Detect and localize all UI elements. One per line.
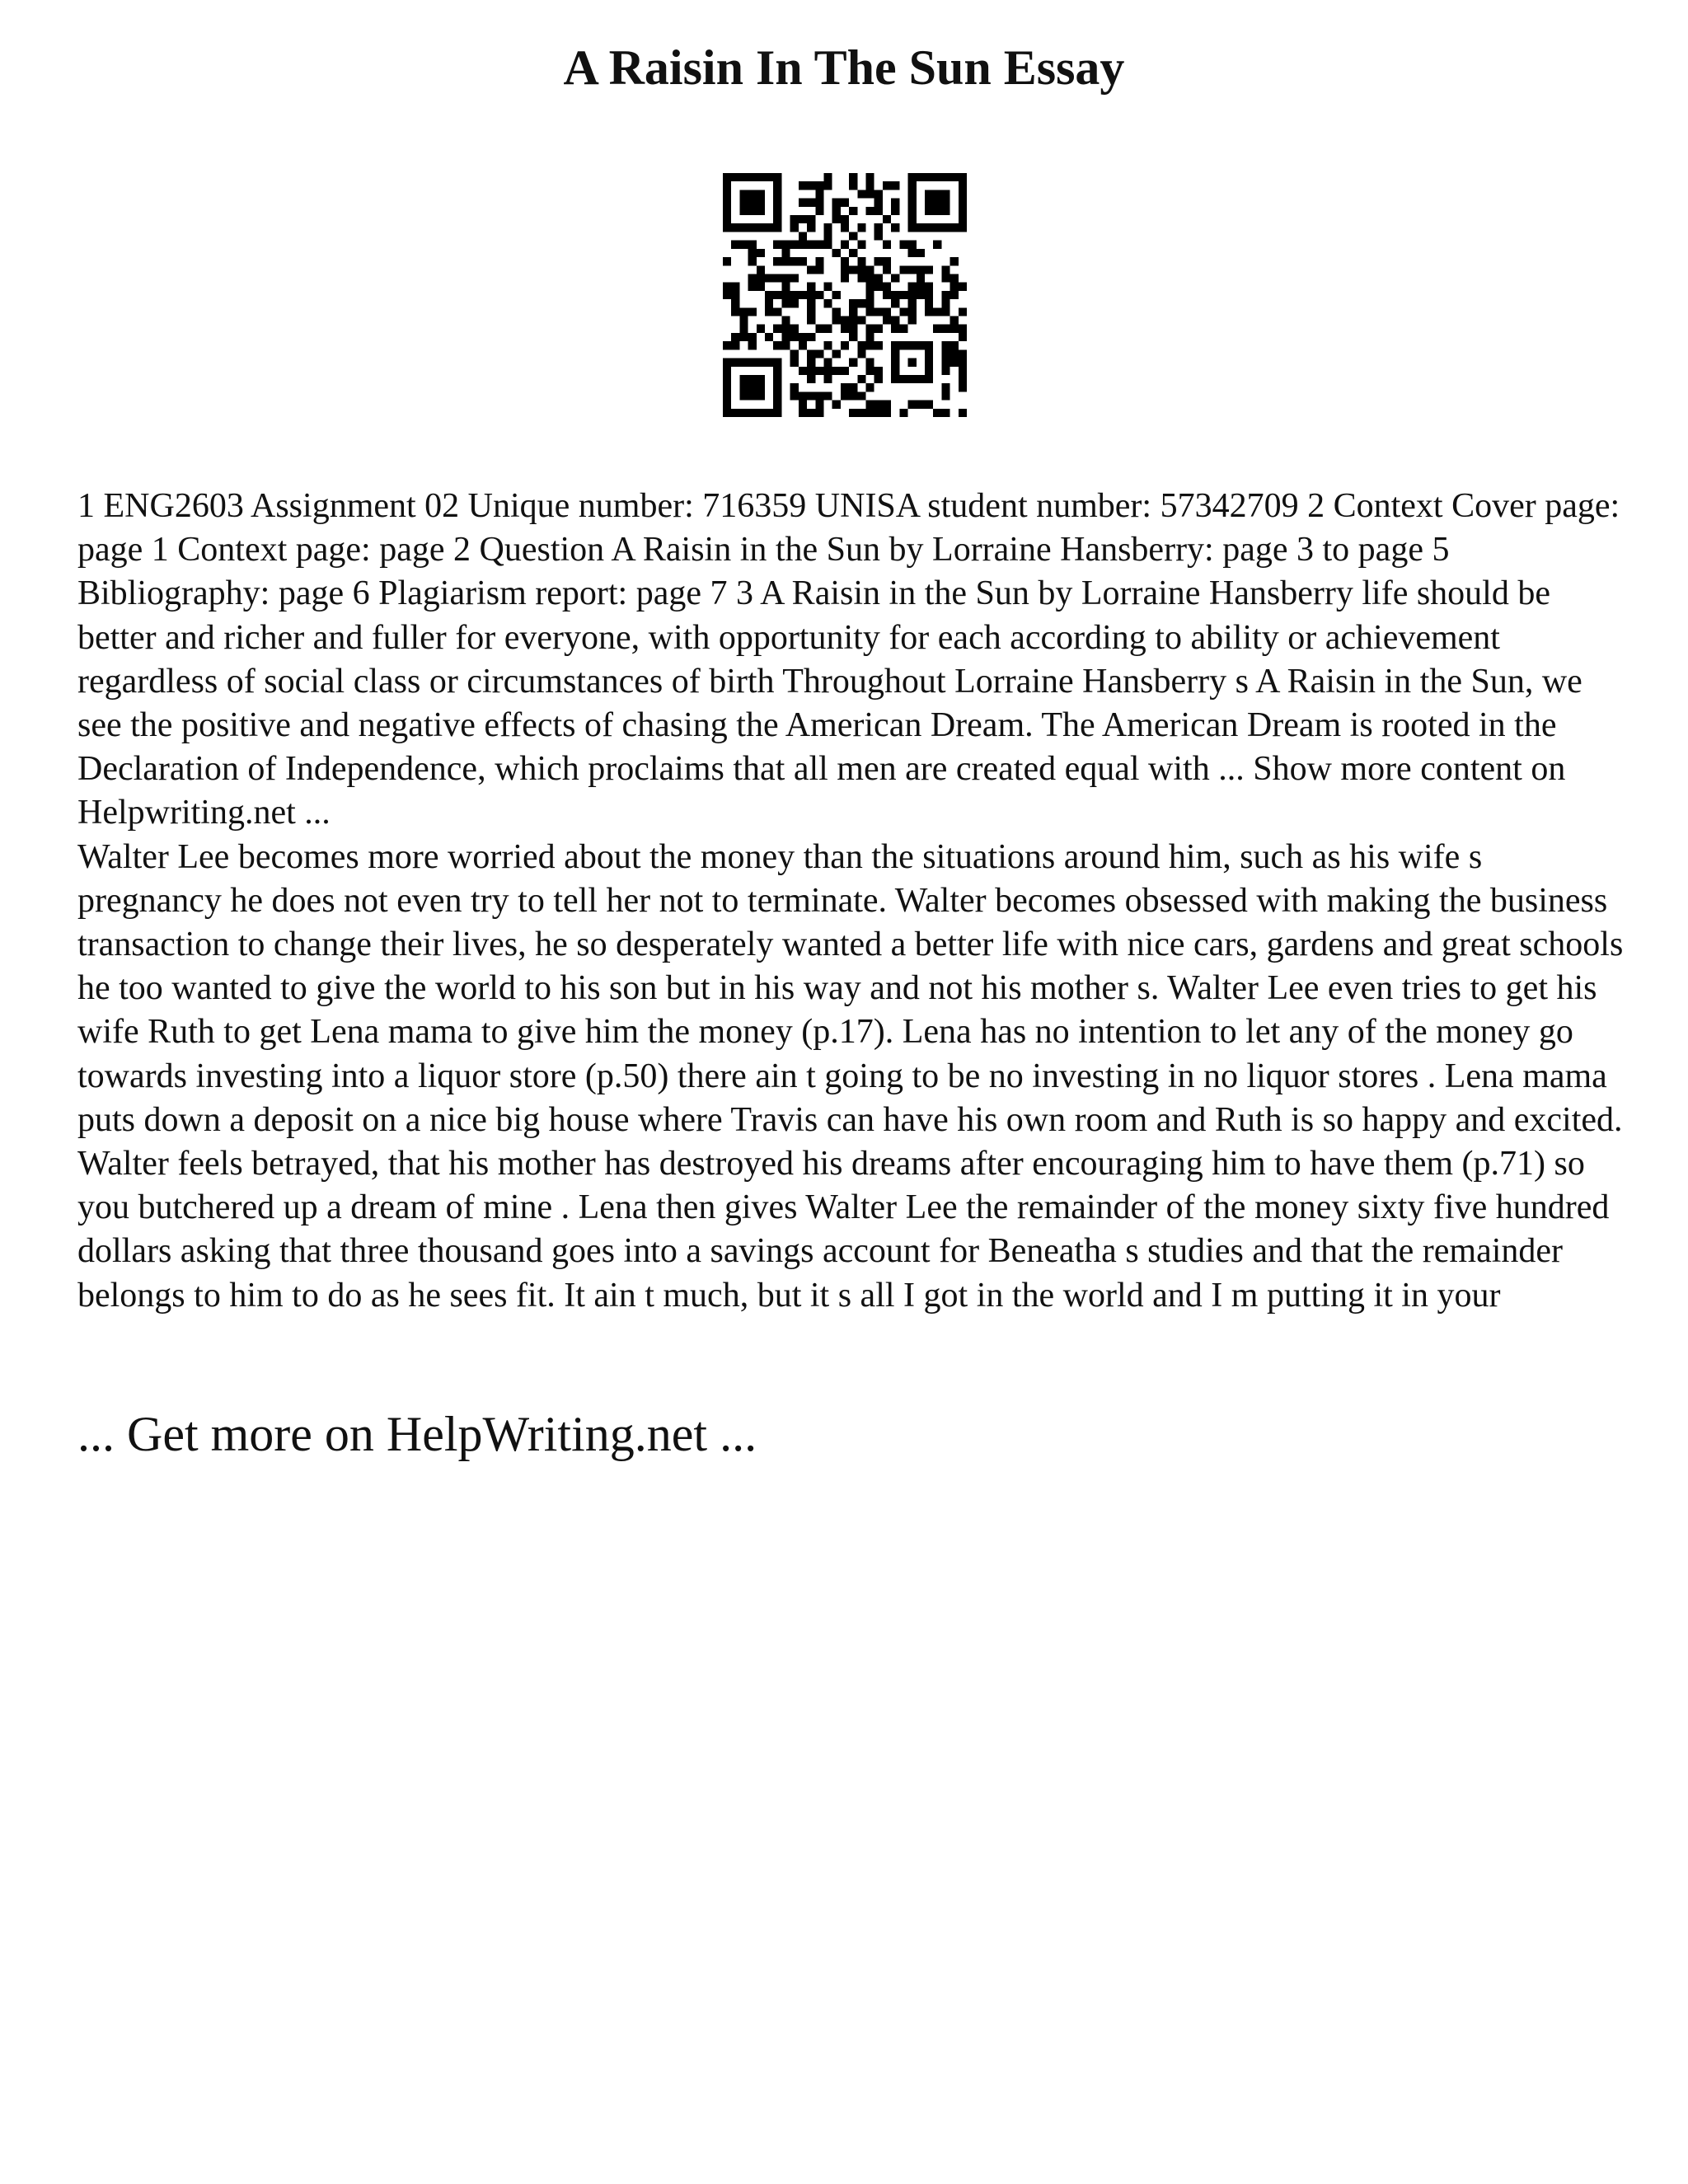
qr-module [874, 257, 883, 265]
qr-module [874, 274, 883, 282]
qr-module [917, 265, 925, 274]
qr-module [849, 409, 857, 417]
qr-module [790, 391, 799, 400]
qr-module [748, 241, 757, 249]
qr-module [823, 241, 832, 249]
qr-module [950, 359, 959, 367]
qr-module [799, 241, 807, 249]
qr-module [917, 283, 925, 291]
qr-module [849, 325, 857, 333]
qr-module [807, 181, 815, 190]
qr-module [917, 274, 925, 282]
qr-module [790, 257, 799, 265]
document-title: A Raisin In The Sun Essay [563, 40, 1125, 95]
qr-module [765, 307, 773, 316]
qr-module [781, 274, 790, 282]
qr-module [874, 283, 883, 291]
qr-code-icon [723, 173, 967, 417]
qr-module [899, 325, 907, 333]
qr-module [959, 283, 967, 291]
qr-module [807, 333, 815, 341]
qr-module [773, 274, 781, 282]
qr-module [815, 181, 823, 190]
qr-module [917, 401, 925, 409]
qr-module [807, 215, 815, 223]
qr-module [807, 391, 815, 400]
qr-module [765, 333, 773, 341]
qr-module [757, 249, 765, 257]
qr-module [823, 283, 832, 291]
qr-module [959, 375, 967, 383]
qr-module [959, 359, 967, 367]
paragraph-1: 1 ENG2603 Assignment 02 Unique number: 716359 UNISA student number: 57342709 2 Context Cover page: page 1 Context page: page 2 Question A Raisin in the Sun by Lorraine Hansberry: page 3 to page 5 Bibliography: page 6 Plagiarism report: page 7 3 A Raisin in the Sun by Lorraine Hansberry life should be better and richer and fuller for everyone, with opportunity for each according to ability or achievement regardless of social class or circumstances of birth Throughout Lorraine Hansberry s A Raisin in the Sun, we see the positive and negative effects of chasing the American Dream. The American Dream is rooted in the Declaration of Independence, which proclaims that all men are created equal with ... Show more content on Helpwriting.net ... [77, 487, 1620, 832]
qr-module [950, 349, 959, 358]
qr-module [866, 401, 874, 409]
qr-module [883, 265, 891, 274]
qr-module [849, 181, 857, 190]
qr-module [807, 349, 815, 358]
qr-module [899, 409, 907, 417]
qr-module [832, 249, 841, 257]
qr-module [959, 367, 967, 375]
qr-module [832, 316, 841, 325]
qr-module [857, 274, 865, 282]
qr-module [933, 325, 941, 333]
qr-module [849, 307, 857, 316]
qr-module [849, 207, 857, 215]
qr-module [874, 325, 883, 333]
qr-module [773, 257, 781, 265]
qr-module [807, 299, 815, 307]
qr-module [883, 291, 891, 299]
qr-module [807, 265, 815, 274]
qr-module [950, 283, 959, 291]
qr-module [891, 299, 899, 307]
qr-module [841, 199, 849, 207]
qr-module [941, 265, 950, 274]
qr-module [891, 325, 899, 333]
qr-module [883, 215, 891, 223]
qr-module [908, 265, 917, 274]
qr-module [874, 190, 883, 198]
qr-module [874, 307, 883, 316]
qr-module [866, 333, 874, 341]
essay-excerpt [77, 485, 1627, 1318]
qr-module [959, 383, 967, 391]
qr-module [781, 283, 790, 291]
qr-module [841, 325, 849, 333]
qr-module [925, 401, 933, 409]
qr-module [866, 181, 874, 190]
qr-module [950, 291, 959, 299]
qr-code-graphic [723, 173, 967, 417]
qr-module [832, 207, 841, 215]
qr-module [799, 409, 807, 417]
qr-module [899, 265, 907, 274]
qr-module [731, 333, 739, 341]
qr-module [908, 307, 917, 316]
qr-module [781, 299, 790, 307]
qr-module [757, 325, 765, 333]
qr-module [773, 241, 781, 249]
qr-module [866, 283, 874, 291]
qr-module [765, 299, 773, 307]
qr-module [841, 257, 849, 265]
qr-module [849, 383, 857, 391]
qr-module [731, 241, 739, 249]
qr-module [849, 391, 857, 400]
qr-module [815, 391, 823, 400]
qr-module [723, 341, 731, 349]
get-more-link[interactable]: ... Get more on HelpWriting.net ... [77, 1407, 757, 1461]
qr-module [866, 190, 874, 198]
qr-module [874, 401, 883, 409]
qr-module [857, 299, 865, 307]
qr-module [799, 291, 807, 299]
qr-module [941, 391, 950, 400]
qr-module [807, 367, 815, 375]
qr-module [883, 409, 891, 417]
qr-module [959, 307, 967, 316]
qr-module [807, 283, 815, 291]
qr-module [959, 349, 967, 358]
qr-module [925, 299, 933, 307]
qr-module [731, 307, 739, 316]
qr-module [799, 257, 807, 265]
qr-module [790, 274, 799, 282]
qr-module [841, 241, 849, 249]
qr-module [815, 401, 823, 409]
qr-module [807, 223, 815, 232]
qr-module [807, 241, 815, 249]
qr-module [823, 181, 832, 190]
qr-module [765, 274, 773, 282]
qr-module [857, 241, 865, 249]
qr-module [941, 359, 950, 367]
qr-module [739, 316, 748, 325]
qr-module [950, 325, 959, 333]
qr-module [883, 181, 891, 190]
qr-module [857, 409, 865, 417]
qr-module [941, 325, 950, 333]
qr-module [941, 367, 950, 375]
qr-module [773, 341, 781, 349]
qr-module [883, 316, 891, 325]
qr-module [823, 173, 832, 181]
qr-module [908, 299, 917, 307]
qr-module [874, 409, 883, 417]
qr-module [849, 316, 857, 325]
qr-module [731, 341, 739, 349]
qr-module [874, 207, 883, 215]
qr-module [857, 341, 865, 349]
qr-module [891, 223, 899, 232]
qr-module [807, 375, 815, 383]
qr-module [781, 241, 790, 249]
qr-module [815, 409, 823, 417]
qr-module [823, 232, 832, 240]
qr-module [899, 307, 907, 316]
qr-module [841, 383, 849, 391]
qr-module [849, 265, 857, 274]
qr-module [815, 291, 823, 299]
qr-module [883, 307, 891, 316]
qr-module [799, 367, 807, 375]
qr-module [866, 307, 874, 316]
qr-module [941, 409, 950, 417]
qr-module [799, 333, 807, 341]
qr-module [908, 316, 917, 325]
qr-module [941, 349, 950, 358]
qr-module [874, 341, 883, 349]
qr-module [883, 241, 891, 249]
qr-module [832, 349, 841, 358]
qr-module [866, 299, 874, 307]
qr-module [815, 325, 823, 333]
qr-module [908, 283, 917, 291]
qr-module [866, 325, 874, 333]
qr-module [815, 265, 823, 274]
qr-module [799, 215, 807, 223]
qr-module [891, 316, 899, 325]
qr-module [723, 283, 731, 291]
qr-module [866, 265, 874, 274]
qr-module [841, 367, 849, 375]
qr-module [832, 367, 841, 375]
qr-module [849, 232, 857, 240]
qr-module [815, 367, 823, 375]
qr-module [748, 249, 757, 257]
qr-module [799, 341, 807, 349]
qr-module [917, 249, 925, 257]
qr-module [883, 257, 891, 265]
qr-module [790, 223, 799, 232]
qr-module [781, 333, 790, 341]
qr-module [841, 391, 849, 400]
qr-module [790, 299, 799, 307]
qr-module [883, 283, 891, 291]
qr-module [823, 299, 832, 307]
qr-module [899, 241, 907, 249]
qr-module [781, 249, 790, 257]
qr-module [857, 190, 865, 198]
qr-module [891, 291, 899, 299]
qr-module [748, 333, 757, 341]
qr-module [815, 190, 823, 198]
qr-module [866, 367, 874, 375]
qr-module [739, 333, 748, 341]
qr-module [739, 241, 748, 249]
qr-module [857, 257, 865, 265]
qr-module [815, 199, 823, 207]
qr-module [866, 383, 874, 391]
qr-module [815, 241, 823, 249]
qr-module [790, 359, 799, 367]
qr-module [799, 199, 807, 207]
qr-module [790, 291, 799, 299]
qr-module [908, 249, 917, 257]
qr-module [908, 401, 917, 409]
qr-module [781, 316, 790, 325]
qr-module [857, 223, 865, 232]
qr-module [799, 232, 807, 240]
qr-module [933, 307, 941, 316]
qr-module [723, 257, 731, 265]
qr-module [748, 341, 757, 349]
qr-module [790, 333, 799, 341]
qr-module [832, 199, 841, 207]
qr-module [866, 291, 874, 299]
qr-module [950, 341, 959, 349]
qr-module [925, 283, 933, 291]
qr-module [925, 307, 933, 316]
qr-module [849, 359, 857, 367]
qr-module [799, 391, 807, 400]
qr-module [823, 375, 832, 383]
qr-module [908, 241, 917, 249]
qr-module [849, 299, 857, 307]
qr-module [739, 307, 748, 316]
qr-module [866, 274, 874, 282]
qr-module [815, 257, 823, 265]
qr-module [925, 265, 933, 274]
qr-module [823, 223, 832, 232]
qr-module [773, 325, 781, 333]
qr-module [950, 257, 959, 265]
qr-module [799, 401, 807, 409]
qr-module [883, 401, 891, 409]
qr-module [941, 274, 950, 282]
qr-module [781, 325, 790, 333]
qr-module [731, 299, 739, 307]
qr-module [959, 333, 967, 341]
qr-module [832, 215, 841, 223]
qr-module [748, 307, 757, 316]
qr-module [874, 375, 883, 383]
qr-module [874, 367, 883, 375]
qr-module [823, 367, 832, 375]
qr-module [857, 349, 865, 358]
qr-module [933, 241, 941, 249]
qr-module [841, 341, 849, 349]
qr-module [857, 391, 865, 400]
qr-module [933, 409, 941, 417]
qr-module [941, 299, 950, 307]
qr-module [823, 359, 832, 367]
qr-module [866, 341, 874, 349]
qr-module [849, 333, 857, 341]
qr-module [832, 307, 841, 316]
qr-module [748, 283, 757, 291]
qr-module [807, 291, 815, 299]
qr-module [757, 265, 765, 274]
qr-module [959, 325, 967, 333]
qr-module [866, 359, 874, 367]
qr-module [823, 341, 832, 349]
qr-module [748, 274, 757, 282]
qr-module [807, 409, 815, 417]
qr-module [790, 325, 799, 333]
qr-module [832, 401, 841, 409]
qr-module [815, 207, 823, 215]
qr-module [823, 391, 832, 400]
qr-module [857, 265, 865, 274]
qr-module [823, 325, 832, 333]
qr-module [781, 341, 790, 349]
qr-module [866, 207, 874, 215]
qr-module [941, 307, 950, 316]
qr-module [723, 291, 731, 299]
qr-module [950, 274, 959, 282]
qr-module [941, 341, 950, 349]
qr-module [917, 291, 925, 299]
qr-module [773, 307, 781, 316]
qr-module [857, 316, 865, 325]
qr-module [849, 173, 857, 181]
qr-module [765, 291, 773, 299]
qr-module [773, 291, 781, 299]
qr-module [891, 207, 899, 215]
qr-module [807, 359, 815, 367]
qr-module [757, 283, 765, 291]
qr-module [731, 283, 739, 291]
qr-module [807, 307, 815, 316]
qr-module [866, 173, 874, 181]
paragraph-2: Walter Lee becomes more worried about the money than the situations around him, such as his wife s pregnancy he does not even try to tell her not to terminate. Walter becomes obsessed with making the business transaction to change their lives, he so desperately wanted a better life with nice cars, gardens and great schools he too wanted to give the world to his son but in his way and not his mother s. Walter Lee even tries to get his wife Ruth to get Lena mama to give him the money (p.17). Lena has no intention to let any of the money go towards investing into a liquor store (p.50) there ain t going to be no investing in no liquor stores . Lena mama puts down a deposit on a nice big house where Travis can have his own room and Ruth is so happy and excited. Walter feels betrayed, that his mother has destroyed his dreams after encouraging him to have them (p.71) so you butchered up a dream of mine . Lena then gives Walter Lee the remainder of the money sixty five hundred dollars asking that three thousand goes into a savings account for Beneatha s studies and that the remainder belongs to him to do as he sees fit. It ain t much, but it s all I got in the world and I m putting it in your [77, 837, 1624, 1315]
qr-module [841, 274, 849, 282]
qr-module [748, 257, 757, 265]
qr-module [950, 316, 959, 325]
qr-module [941, 291, 950, 299]
qr-module [832, 291, 841, 299]
qr-module [790, 383, 799, 391]
qr-module [891, 199, 899, 207]
qr-module [841, 316, 849, 325]
qr-module [849, 249, 857, 257]
qr-module [841, 215, 849, 223]
qr-module [908, 291, 917, 299]
qr-module [790, 215, 799, 223]
qr-module [874, 232, 883, 240]
qr-module [891, 181, 899, 190]
qr-module [959, 409, 967, 417]
qr-module [799, 181, 807, 190]
qr-module [941, 383, 950, 391]
qr-module [790, 241, 799, 249]
qr-module [899, 291, 907, 299]
qr-module [757, 274, 765, 282]
qr-module [874, 223, 883, 232]
qr-module [731, 291, 739, 299]
qr-module [739, 325, 748, 333]
qr-module [874, 199, 883, 207]
qr-module [866, 409, 874, 417]
qr-module [781, 257, 790, 265]
qr-module [815, 349, 823, 358]
qr-module [781, 291, 790, 299]
qr-module [790, 349, 799, 358]
qr-module [857, 375, 865, 383]
qr-module [841, 223, 849, 232]
qr-module [807, 199, 815, 207]
qr-module [891, 274, 899, 282]
qr-module [841, 265, 849, 274]
qr-module [807, 316, 815, 325]
qr-module [925, 291, 933, 299]
